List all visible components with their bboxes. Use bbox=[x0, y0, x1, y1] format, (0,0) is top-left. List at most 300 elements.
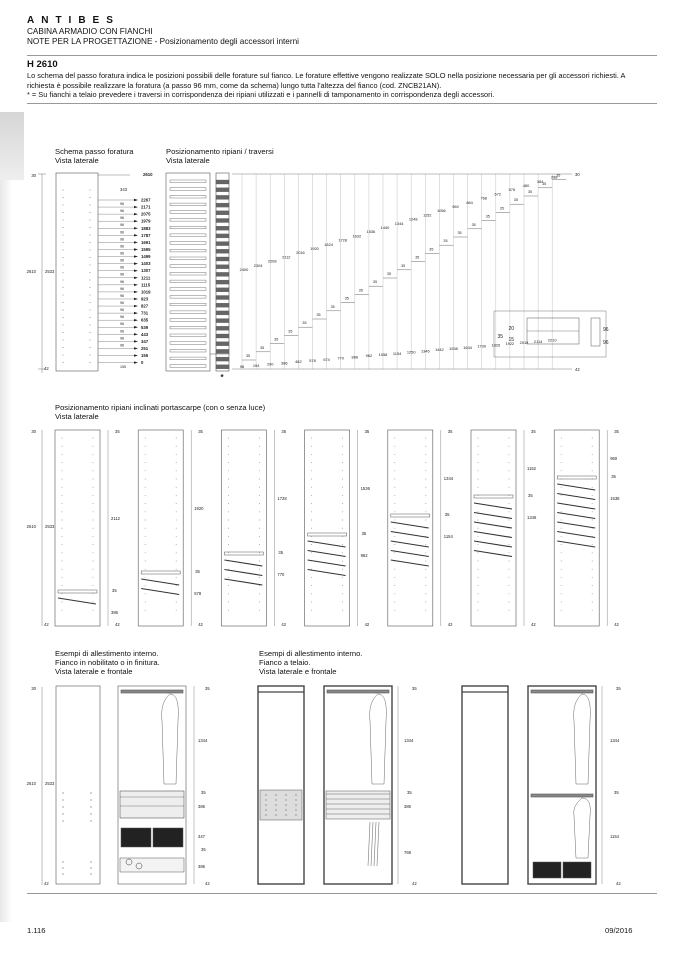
model-height-title: H 2610 bbox=[27, 59, 58, 70]
shoe-panel-hole bbox=[311, 593, 312, 594]
shoe-panel-hole bbox=[561, 528, 562, 529]
shelf-slot bbox=[170, 180, 206, 183]
example-b-trouser bbox=[371, 822, 373, 866]
example-left-line3: Vista laterale e frontale bbox=[55, 667, 133, 677]
inclined-shoe-rack bbox=[557, 522, 595, 528]
example-a-rail bbox=[121, 690, 183, 693]
shoe-panel-hole bbox=[145, 577, 146, 578]
chart-lower-value: 1154 bbox=[392, 350, 402, 356]
drill-hole bbox=[90, 295, 91, 296]
shoe-panel-hole bbox=[176, 602, 177, 603]
shoe-panel-hole bbox=[93, 544, 94, 545]
shoe-panel-hole bbox=[561, 495, 562, 496]
shoe-panel-hole bbox=[228, 454, 229, 455]
shoe-panel-mid-35: 35 bbox=[112, 588, 117, 593]
shoe-panel-hole bbox=[425, 561, 426, 562]
shoe-panel-hole bbox=[342, 487, 343, 488]
shoe-panel-hole bbox=[561, 487, 562, 488]
chart-upper-value: 1152 bbox=[423, 212, 432, 218]
drill-value: 923 bbox=[141, 296, 149, 302]
drill-value: 1499 bbox=[141, 254, 151, 260]
shoe-panel-hole bbox=[145, 536, 146, 537]
chart-lower-value: 1826 bbox=[491, 342, 501, 348]
shoe-panel-hole bbox=[62, 593, 63, 594]
chart-step-35: 35 bbox=[513, 198, 519, 203]
shoe-panel-hole bbox=[478, 454, 479, 455]
drill-hole bbox=[90, 325, 91, 326]
shelf-slot bbox=[170, 234, 206, 237]
shoe-panel-hole bbox=[259, 552, 260, 553]
drill-hole bbox=[63, 280, 64, 281]
shoe-panel-hole bbox=[509, 561, 510, 562]
shoe-panel-hole bbox=[509, 552, 510, 553]
shoe-panel-hole bbox=[478, 577, 479, 578]
chart-lower-value: 2210 bbox=[547, 337, 557, 343]
chart-bottom-42: 42 bbox=[575, 367, 580, 372]
drill-step-96: 96 bbox=[120, 286, 124, 291]
shoe-panel-hole bbox=[425, 487, 426, 488]
drill-value: 2075 bbox=[141, 211, 151, 217]
shoe-panel-hole bbox=[342, 470, 343, 471]
example-a-hole bbox=[62, 813, 63, 814]
chart-step-35: 35 bbox=[387, 272, 392, 276]
shoe-panel-hole bbox=[93, 462, 94, 463]
shoe-panel-hole bbox=[509, 585, 510, 586]
chart-upper-value: 288 bbox=[550, 174, 558, 180]
drill-step-96: 96 bbox=[120, 202, 124, 206]
shoe-panel-hole bbox=[509, 520, 510, 521]
example-c-garment-lower bbox=[574, 798, 591, 858]
example-b-dim-768: 768 bbox=[404, 850, 411, 855]
example-b-hole bbox=[265, 809, 266, 810]
example-a-hole bbox=[62, 873, 63, 874]
shoe-panel-hole bbox=[62, 528, 63, 529]
shoe-panel-upper-dim: 1344 bbox=[443, 476, 454, 481]
shoe-panel-hole bbox=[93, 446, 94, 447]
chart-upper-value: 672 bbox=[494, 191, 502, 197]
drill-hole bbox=[63, 295, 64, 296]
shoe-panel-hole bbox=[228, 462, 229, 463]
shoe-panel-hole bbox=[62, 552, 63, 553]
shoe-panel-hole bbox=[176, 470, 177, 471]
detail-value-15: 15 bbox=[508, 337, 514, 343]
drill-arrow bbox=[134, 340, 138, 342]
shoe-panel-hole bbox=[311, 569, 312, 570]
example-c-dim-1154: 1154 bbox=[610, 834, 620, 839]
shoe-panel-hole bbox=[311, 552, 312, 553]
drill-hole bbox=[90, 287, 91, 288]
drill-value: 1787 bbox=[141, 232, 151, 238]
chart-step-35: 35 bbox=[316, 313, 321, 317]
shelf-slot bbox=[170, 342, 206, 345]
shoe-panel-hole bbox=[62, 503, 63, 504]
inclined-shoe-rack bbox=[557, 484, 595, 490]
shoe-panel-hole bbox=[509, 487, 510, 488]
shoe-panel-hole bbox=[259, 479, 260, 480]
shoe-panel-hole bbox=[176, 511, 177, 512]
frame-rung bbox=[216, 249, 229, 253]
frame-rung bbox=[216, 234, 229, 238]
shoe-panel-hole bbox=[394, 454, 395, 455]
example-a-box-left bbox=[121, 828, 151, 847]
shoe-panel-hole bbox=[228, 552, 229, 553]
frame-rung bbox=[216, 357, 229, 361]
shoe-panel-hole bbox=[311, 503, 312, 504]
shoe-panel-hole bbox=[259, 495, 260, 496]
shoe-panel-hole bbox=[592, 561, 593, 562]
shelf-slot bbox=[170, 257, 206, 260]
drill-value: 443 bbox=[141, 331, 149, 337]
shoe-panel-hole bbox=[228, 593, 229, 594]
shelf-slot bbox=[170, 326, 206, 329]
chart-lower-value: 2018 bbox=[519, 340, 529, 345]
example-b-garment bbox=[370, 694, 387, 784]
shoe-panel-hole bbox=[592, 544, 593, 545]
shoe-panel-hole bbox=[93, 503, 94, 504]
shoe-panel-hole bbox=[311, 487, 312, 488]
shoe-panel-lower-dim: 770 bbox=[277, 572, 285, 577]
drill-hole bbox=[90, 257, 91, 258]
shoe-panel-hole bbox=[228, 438, 229, 439]
shoe-panel-hole bbox=[425, 470, 426, 471]
shelf-slot bbox=[170, 203, 206, 206]
drill-hole bbox=[63, 272, 64, 273]
shoe-panel-hole bbox=[311, 470, 312, 471]
shoe-panel-hole bbox=[478, 544, 479, 545]
example-b-frame-side bbox=[258, 686, 304, 884]
shoe-panel-shelf bbox=[391, 514, 430, 517]
shoe-panel-hole bbox=[311, 520, 312, 521]
frame-rung bbox=[216, 303, 229, 307]
shoe-panel-hole bbox=[311, 544, 312, 545]
shoe-panel-hole bbox=[592, 520, 593, 521]
chart-step-35: 35 bbox=[344, 296, 349, 301]
shoe-panel-hole bbox=[145, 569, 146, 570]
chart-step-35: 35 bbox=[542, 181, 547, 186]
drill-hole bbox=[63, 205, 64, 206]
example-b-rack bbox=[326, 791, 390, 819]
drill-hole bbox=[90, 190, 91, 191]
example-b-trouser bbox=[377, 822, 379, 866]
shoe-panel-hole bbox=[62, 561, 63, 562]
drill-arrow bbox=[134, 206, 138, 208]
shoe-panel-bottom-42: 42 bbox=[614, 622, 619, 627]
shoe-panel-hole bbox=[394, 577, 395, 578]
drill-step-96: 96 bbox=[120, 329, 124, 334]
shoe-panel-hole bbox=[93, 610, 94, 611]
shoe-panel-hole bbox=[145, 544, 146, 545]
shoe-panel-hole bbox=[425, 438, 426, 439]
example-b-hole bbox=[275, 804, 276, 805]
shoe-panel-hole bbox=[342, 585, 343, 586]
shoe-panel-hole bbox=[62, 495, 63, 496]
shoe-panel-hole bbox=[62, 602, 63, 603]
shoe-panel-hole bbox=[342, 446, 343, 447]
shoe-panel-hole bbox=[561, 511, 562, 512]
chart-lower-value: 386 bbox=[281, 360, 288, 366]
shoe-panel-hole bbox=[592, 503, 593, 504]
shelf-slot bbox=[170, 272, 206, 275]
example-a-box-right bbox=[153, 828, 183, 847]
s3-total-height: 2610 bbox=[26, 781, 36, 786]
shoe-panel-hole bbox=[509, 470, 510, 471]
drill-value: 1883 bbox=[141, 225, 151, 231]
shoe-panel-hole bbox=[259, 536, 260, 537]
detail-frame-profile bbox=[591, 318, 600, 346]
chart-lower-value: 1922 bbox=[505, 341, 515, 347]
shoe-panel-hole bbox=[561, 602, 562, 603]
shoe-panel-hole bbox=[342, 569, 343, 570]
inclined-shoe-rack bbox=[557, 541, 595, 547]
shoe-panel-hole bbox=[509, 462, 510, 463]
example-a-hole bbox=[90, 873, 91, 874]
shelf-slot bbox=[170, 303, 206, 306]
shoe-panel-hole bbox=[93, 585, 94, 586]
chart-lower-value: 1346 bbox=[420, 348, 430, 354]
shoe-panel-hole bbox=[478, 610, 479, 611]
drill-arrow bbox=[134, 262, 138, 264]
drill-value: 1307 bbox=[141, 268, 151, 274]
shoe-panel-hole bbox=[176, 585, 177, 586]
shelf-slot bbox=[170, 349, 206, 352]
shoe-panel-hole bbox=[342, 495, 343, 496]
shoe-panel-upper-dim: 1152 bbox=[527, 466, 537, 471]
example-b-hole bbox=[285, 814, 286, 815]
shoe-panel-hole bbox=[394, 520, 395, 521]
shoe-panel-hole bbox=[425, 544, 426, 545]
shoe-panel-hole bbox=[145, 454, 146, 455]
chart-upper-value: 864 bbox=[466, 199, 473, 205]
shoe-panel-hole bbox=[478, 487, 479, 488]
drill-arrow bbox=[134, 220, 138, 222]
chart-lower-value: 1730 bbox=[477, 343, 487, 349]
example-a-drawer bbox=[120, 791, 184, 818]
chart-step-35: 35 bbox=[528, 190, 533, 194]
shelf-slot bbox=[170, 242, 206, 245]
example-b-dim-35: 35 bbox=[412, 686, 417, 691]
shoe-panel-hole bbox=[176, 487, 177, 488]
shoe-panel-hole bbox=[93, 479, 94, 480]
drill-hole bbox=[90, 317, 91, 318]
s2-top-30: 30 bbox=[31, 429, 36, 434]
example-b-hole bbox=[285, 804, 286, 805]
drill-value: 251 bbox=[141, 345, 149, 351]
shoe-panel-hole bbox=[228, 520, 229, 521]
chart-upper-value: 1728 bbox=[338, 237, 348, 243]
drill-hole bbox=[90, 340, 91, 341]
shoe-panel-hole bbox=[176, 462, 177, 463]
chart-step-35: 35 bbox=[429, 247, 434, 252]
frame-asterisk: * bbox=[220, 373, 224, 382]
drill-hole bbox=[63, 227, 64, 228]
drill-hole bbox=[63, 332, 64, 333]
shoe-panel-hole bbox=[145, 438, 146, 439]
shoe-panel-hole bbox=[394, 495, 395, 496]
drill-arrow bbox=[134, 291, 138, 293]
drill-hole bbox=[63, 265, 64, 266]
shoe-panel-hole bbox=[425, 520, 426, 521]
shoe-panel-hole bbox=[342, 462, 343, 463]
shoe-panel-hole bbox=[509, 569, 510, 570]
chart-upper-value: 1056 bbox=[437, 208, 446, 214]
frame-rung bbox=[216, 334, 229, 338]
chart-top-30: 30 bbox=[575, 172, 580, 177]
shoe-panel-hole bbox=[259, 602, 260, 603]
frame-rung bbox=[216, 219, 229, 223]
shelf-slot bbox=[170, 334, 206, 337]
drill-value: 827 bbox=[141, 303, 149, 309]
chart-upper-value: 576 bbox=[508, 187, 516, 193]
drill-hole bbox=[90, 272, 91, 273]
shoe-panel-hole bbox=[259, 520, 260, 521]
shoe-panel-lower-dim: 1538 bbox=[610, 496, 620, 501]
chart-lower-value: 1058 bbox=[378, 352, 388, 357]
page-number: 1.116 bbox=[27, 926, 46, 935]
frame-rung bbox=[216, 349, 229, 353]
chart-step-35: 35 bbox=[443, 239, 448, 244]
frame-rung bbox=[216, 242, 229, 246]
chart-lower-value: 1442 bbox=[435, 347, 444, 353]
drill-hole bbox=[63, 257, 64, 258]
drill-hole bbox=[90, 332, 91, 333]
example-c-dim-35: 35 bbox=[616, 686, 621, 691]
shoe-panel-hole bbox=[509, 454, 510, 455]
shoe-panel-hole bbox=[561, 520, 562, 521]
example-a-dim-347: 347 bbox=[198, 834, 205, 839]
shoe-panel-hole bbox=[145, 470, 146, 471]
drill-step-96: 96 bbox=[120, 216, 124, 221]
example-b-hole bbox=[295, 809, 296, 810]
shoe-panel-hole bbox=[342, 479, 343, 480]
frame-rung bbox=[216, 257, 229, 261]
example-a-dim-42: 42 bbox=[205, 881, 210, 886]
shoe-panel-hole bbox=[93, 487, 94, 488]
shoe-panel-mid-35: 35 bbox=[361, 531, 367, 536]
shoe-panel-hole bbox=[425, 569, 426, 570]
shoe-panel-upper-dim: 1920 bbox=[194, 506, 204, 511]
shoe-panel-hole bbox=[228, 610, 229, 611]
shoe-panel-hole bbox=[145, 462, 146, 463]
shoe-panel-hole bbox=[259, 454, 260, 455]
shoe-rack-title: Posizionamento ripiani inclinati portascarpe (con o senza luce) bbox=[55, 403, 266, 412]
shoe-panel-hole bbox=[62, 577, 63, 578]
shoe-panel-hole bbox=[259, 569, 260, 570]
example-b-hole bbox=[285, 794, 286, 795]
shoe-panel-hole bbox=[561, 462, 562, 463]
chart-lower-value: 1634 bbox=[463, 344, 472, 350]
inclined-shoe-rack bbox=[557, 532, 595, 538]
example-a-dim-386b: 386 bbox=[198, 864, 205, 869]
shoe-panel-hole bbox=[62, 610, 63, 611]
drill-step-96: 96 bbox=[120, 308, 124, 313]
shoe-panel-hole bbox=[259, 561, 260, 562]
drill-step-96: 96 bbox=[120, 300, 124, 305]
drill-hole bbox=[63, 317, 64, 318]
example-c-dim-42: 42 bbox=[616, 881, 621, 886]
shoe-panel-lower-dim: 386 bbox=[111, 610, 118, 615]
frame-rung bbox=[216, 288, 229, 292]
drill-hole bbox=[63, 250, 64, 251]
drill-value: 1979 bbox=[141, 218, 151, 224]
shoe-panel-hole bbox=[561, 561, 562, 562]
intro-note: * = Su fianchi a telaio prevedere i traversi in corrispondenza dei ripiani utilizzati e i pannelli di tamponamento in corrispondenza degli accessori. bbox=[27, 90, 495, 100]
drill-step-96: 96 bbox=[120, 343, 124, 348]
drill-value: 347 bbox=[141, 338, 149, 344]
shoe-panel-hole bbox=[259, 577, 260, 578]
example-b-hole bbox=[275, 814, 276, 815]
drill-arrow bbox=[134, 319, 138, 321]
brand-name: ANTIBES bbox=[27, 15, 120, 26]
inclined-shoe-rack bbox=[141, 579, 179, 585]
shoe-panel-hole bbox=[592, 569, 593, 570]
shoe-panel-hole bbox=[62, 569, 63, 570]
shoe-panel-hole bbox=[311, 446, 312, 447]
shoe-panel-hole bbox=[259, 610, 260, 611]
frame-ladder bbox=[216, 173, 229, 371]
shoe-panel-mid-35: 35 bbox=[528, 493, 533, 498]
frame-rung bbox=[216, 311, 229, 315]
edition-date: 09/2016 bbox=[605, 926, 633, 935]
drill-arrow bbox=[134, 347, 138, 349]
shoe-panel-hole bbox=[62, 536, 63, 537]
example-b-dim-42: 42 bbox=[412, 881, 417, 886]
shoe-panel-hole bbox=[145, 561, 146, 562]
shoe-panel-hole bbox=[62, 470, 63, 471]
inclined-shoe-rack bbox=[308, 570, 346, 576]
shoe-panel-hole bbox=[394, 536, 395, 537]
frame-rung bbox=[216, 365, 229, 369]
chart-step-35: 35 bbox=[471, 222, 476, 227]
shoe-panel-hole bbox=[93, 495, 94, 496]
shoe-panel-lower-dim: 578 bbox=[194, 591, 202, 596]
s2-total-height: 2610 bbox=[26, 524, 36, 529]
shoe-panel-hole bbox=[509, 610, 510, 611]
shoe-panel-hole bbox=[425, 479, 426, 480]
example-c-frame-side bbox=[462, 686, 508, 884]
shoe-panel-hole bbox=[561, 470, 562, 471]
shoe-panel-hole bbox=[259, 544, 260, 545]
shoe-panel-hole bbox=[311, 462, 312, 463]
example-b-front bbox=[324, 686, 392, 884]
chart-upper-value: 768 bbox=[480, 195, 487, 201]
shoe-panel-hole bbox=[478, 536, 479, 537]
shoe-panel-hole bbox=[228, 544, 229, 545]
inclined-shoe-rack bbox=[391, 532, 429, 538]
shoe-panel-hole bbox=[478, 569, 479, 570]
shoe-panel-hole bbox=[62, 454, 63, 455]
chart-lower-value: 98 bbox=[239, 364, 245, 369]
example-b-rail bbox=[327, 690, 389, 693]
shoe-panel-hole bbox=[425, 585, 426, 586]
shoe-panel-hole bbox=[176, 446, 177, 447]
shoe-panel-hole bbox=[478, 561, 479, 562]
shoe-panel-upper-dim: 1728 bbox=[277, 496, 287, 501]
inclined-shoe-rack bbox=[474, 532, 512, 538]
inclined-shoe-rack bbox=[224, 579, 262, 585]
shoe-panel-hole bbox=[145, 479, 146, 480]
shoe-panel-mid-35: 35 bbox=[195, 569, 200, 574]
example-a-hole bbox=[90, 820, 91, 821]
drill-step-96: 96 bbox=[120, 258, 124, 263]
shoe-panel-hole bbox=[394, 511, 395, 512]
example-c-garment bbox=[574, 694, 591, 784]
chart-step-35: 35 bbox=[260, 345, 265, 350]
shoe-panel-hole bbox=[561, 585, 562, 586]
shoe-panel-bottom-42: 42 bbox=[115, 622, 120, 627]
shoe-panel-hole bbox=[425, 593, 426, 594]
shoe-panel-mid-35: 35 bbox=[611, 474, 616, 479]
inclined-shoe-rack bbox=[557, 503, 595, 509]
